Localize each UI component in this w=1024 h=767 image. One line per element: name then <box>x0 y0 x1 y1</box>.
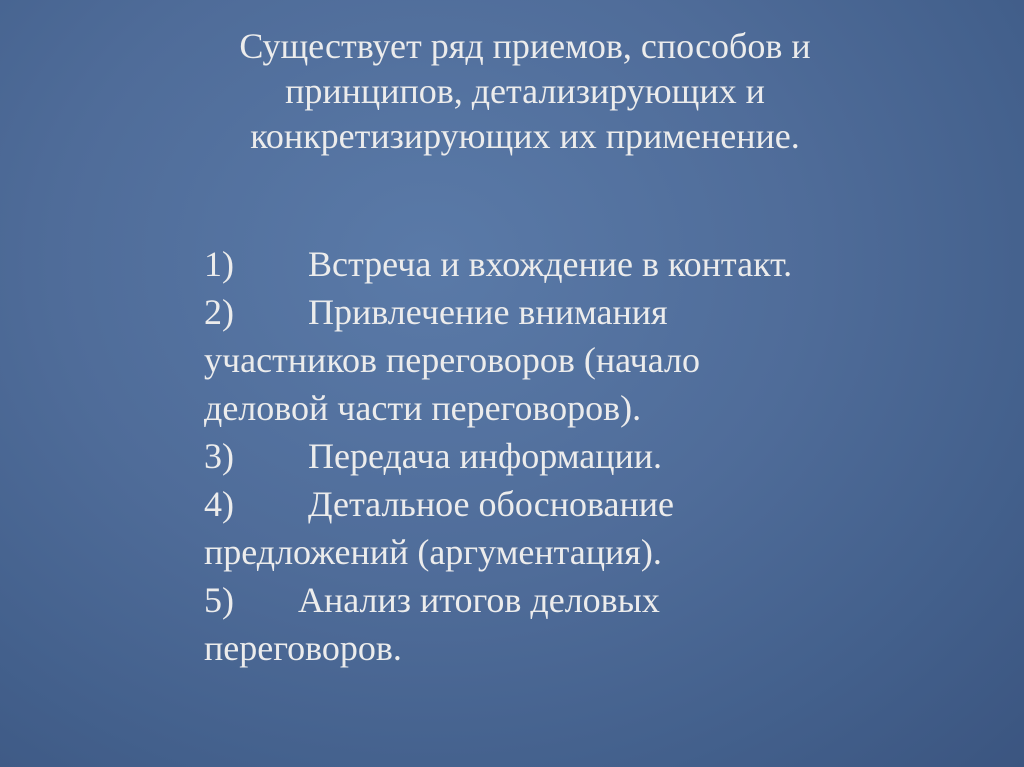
list-item-text: Привлечение внимания <box>308 292 668 332</box>
numbered-list <box>204 240 884 672</box>
list-item-4 <box>204 480 884 528</box>
list-item-number: 2) <box>204 292 234 332</box>
list-item-5 <box>204 576 884 624</box>
heading-line: принципов, детализирующих и <box>285 71 765 111</box>
list-item-continuation: предложений (аргументация). <box>204 532 662 572</box>
list-item-text: Анализ итогов деловых <box>298 580 660 620</box>
list-item-3 <box>204 432 884 480</box>
list-item-1 <box>204 240 884 288</box>
heading-line: конкретизирующих их применение. <box>250 116 800 156</box>
list-item-number: 3) <box>204 436 234 476</box>
list-item-number: 5) <box>204 580 234 620</box>
list-item-text: Передача информации. <box>308 436 663 476</box>
list-item-continuation: участников переговоров (начало <box>204 340 700 380</box>
list-item-continuation: деловой части переговоров). <box>204 388 642 428</box>
list-item-text: Детальное обоснование <box>308 484 674 524</box>
slide-heading <box>180 24 870 159</box>
list-item-continuation: переговоров. <box>204 628 402 668</box>
list-item-number: 4) <box>204 484 234 524</box>
list-item-2 <box>204 288 884 336</box>
list-item-number: 1) <box>204 244 234 284</box>
heading-line: Существует ряд приемов, способов и <box>239 26 811 66</box>
list-item-text: Встреча и вхождение в контакт. <box>308 244 793 284</box>
